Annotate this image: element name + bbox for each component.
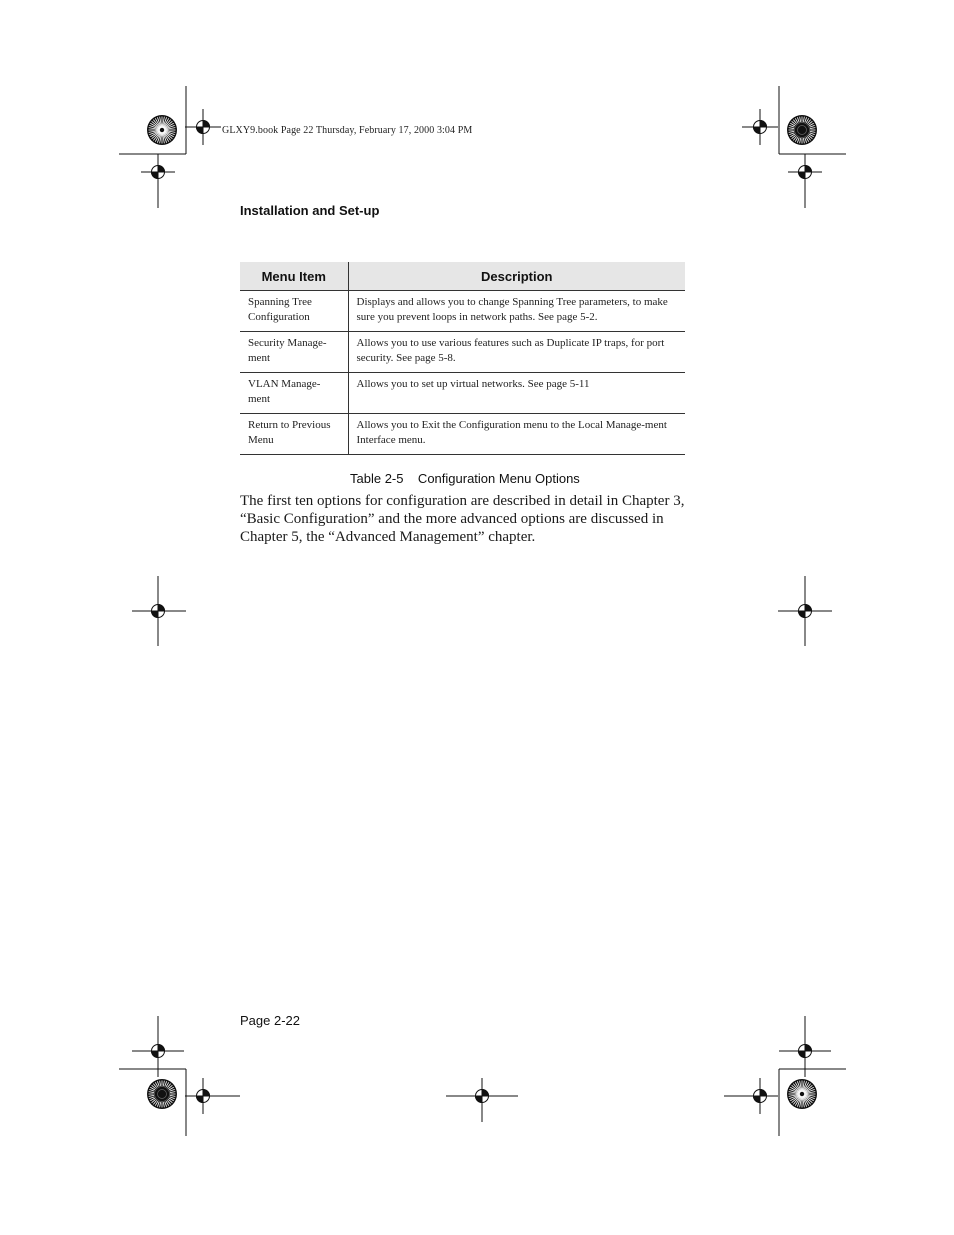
- table-header-row: [240, 262, 685, 291]
- table-caption: Table 2-5 Configuration Menu Options: [350, 471, 580, 486]
- page-number: Page 2-22: [240, 1013, 300, 1028]
- description-cell: Displays and allows you to change Spanning Tree parameters, to make sure you prevent loops in network paths. See page 5-2.: [348, 291, 685, 332]
- body-paragraph: The first ten options for configuration are described in detail in Chapter 3, “Basic Configuration” and the more advanced options are discussed in Chapter 5, the “Advanced Management” chapter.: [240, 493, 685, 545]
- menu-item-cell: Security Manage-ment: [240, 332, 348, 373]
- description-cell: Allows you to Exit the Configuration menu to the Local Manage-ment Interface menu.: [348, 414, 685, 455]
- configuration-menu-table: [240, 262, 685, 455]
- menu-item-cell: Spanning Tree Configuration: [240, 291, 348, 332]
- print-slug: GLXY9.book Page 22 Thursday, February 17, 2000 3:04 PM: [222, 125, 473, 136]
- description-cell: Allows you to use various features such as Duplicate IP traps, for port security. See page 5-8.: [348, 332, 685, 373]
- registration-mark-icon: [185, 109, 221, 145]
- registration-mark-icon: [742, 109, 778, 145]
- description-cell: Allows you to set up virtual networks. See page 5-11: [348, 373, 685, 414]
- column-header-menu-item: Menu Item: [240, 262, 348, 291]
- running-head: Installation and Set-up: [240, 203, 380, 218]
- menu-item-cell: Return to Previous Menu: [240, 414, 348, 455]
- menu-item-cell: VLAN Manage-ment: [240, 373, 348, 414]
- table-row: [240, 332, 685, 373]
- table-row: [240, 291, 685, 332]
- table-row: [240, 414, 685, 455]
- column-header-description: Description: [348, 262, 685, 291]
- table-row: [240, 373, 685, 414]
